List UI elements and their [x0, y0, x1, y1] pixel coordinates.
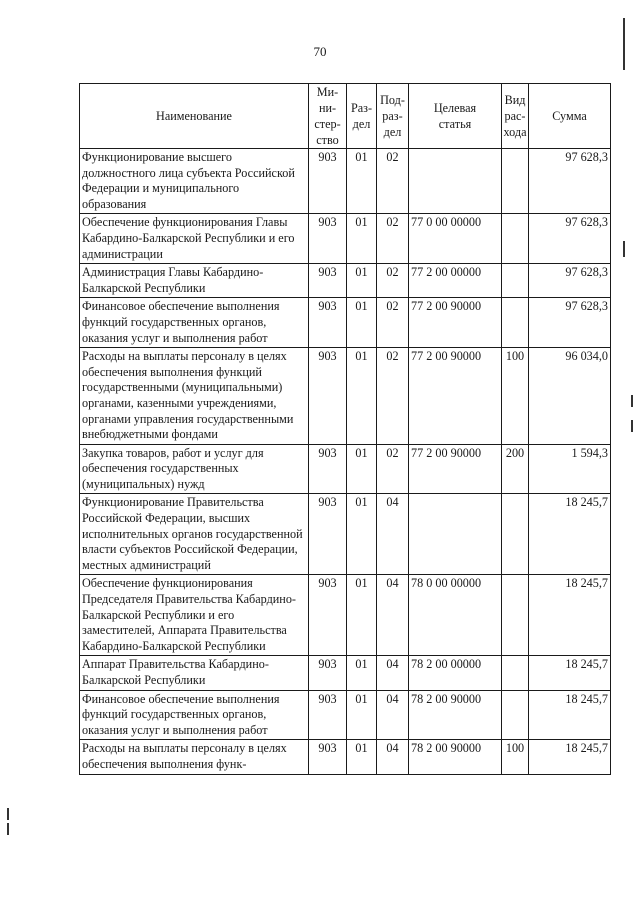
row-section: 01 — [347, 149, 377, 214]
table-row — [80, 444, 611, 494]
row-expense-type: 200 — [502, 444, 529, 494]
row-sum: 18 245,7 — [529, 575, 611, 656]
row-ministry: 903 — [309, 690, 347, 740]
table-row — [80, 494, 611, 575]
row-subsection: 04 — [377, 740, 409, 774]
row-ministry: 903 — [309, 656, 347, 690]
header-ministry: Ми- ни- стер- ство — [309, 84, 347, 149]
row-sum: 97 628,3 — [529, 264, 611, 298]
row-target: 77 2 00 90000 — [409, 444, 502, 494]
row-section: 01 — [347, 656, 377, 690]
row-name: Аппарат Правительства Кабардино-Балкарской Республики — [80, 656, 309, 690]
row-sum: 97 628,3 — [529, 298, 611, 348]
table-row — [80, 656, 611, 690]
margin-mark — [7, 823, 9, 835]
table-row — [80, 348, 611, 445]
row-expense-type — [502, 214, 529, 264]
row-subsection: 02 — [377, 444, 409, 494]
row-expense-type — [502, 149, 529, 214]
row-section: 01 — [347, 348, 377, 445]
row-ministry: 903 — [309, 740, 347, 774]
row-subsection: 02 — [377, 214, 409, 264]
row-target: 78 2 00 90000 — [409, 690, 502, 740]
row-expense-type — [502, 575, 529, 656]
row-expense-type: 100 — [502, 740, 529, 774]
row-target: 77 2 00 90000 — [409, 348, 502, 445]
row-section: 01 — [347, 740, 377, 774]
row-ministry: 903 — [309, 444, 347, 494]
row-target — [409, 149, 502, 214]
table-row — [80, 264, 611, 298]
row-subsection: 02 — [377, 298, 409, 348]
row-target: 78 2 00 90000 — [409, 740, 502, 774]
header-subsection: Под- раз- дел — [377, 84, 409, 149]
margin-mark — [631, 395, 633, 407]
header-name: Наименование — [80, 84, 309, 149]
header-section: Раз- дел — [347, 84, 377, 149]
row-expense-type — [502, 690, 529, 740]
row-section: 01 — [347, 214, 377, 264]
table-row — [80, 690, 611, 740]
row-expense-type: 100 — [502, 348, 529, 445]
margin-mark — [631, 420, 633, 432]
table-row — [80, 149, 611, 214]
row-name: Расходы на выплаты персоналу в целях обеспечения выполнения функций государственными (муниципальными) органами, казенными учреждениями, органами управления государственными внебюджетными фондами — [80, 348, 309, 445]
row-section: 01 — [347, 575, 377, 656]
row-ministry: 903 — [309, 575, 347, 656]
row-name: Финансовое обеспечение выполнения функций государственных органов, оказания услуг и выполнения работ — [80, 298, 309, 348]
row-name: Обеспечение функционирования Главы Кабардино-Балкарской Республики и его администрации — [80, 214, 309, 264]
margin-mark — [623, 241, 625, 257]
row-sum: 18 245,7 — [529, 690, 611, 740]
row-ministry: 903 — [309, 298, 347, 348]
table-body — [80, 149, 611, 775]
row-subsection: 02 — [377, 264, 409, 298]
row-expense-type — [502, 494, 529, 575]
row-sum: 18 245,7 — [529, 494, 611, 575]
page-number: 70 — [313, 44, 327, 59]
row-target: 77 0 00 00000 — [409, 214, 502, 264]
row-name: Закупка товаров, работ и услуг для обеспечения государственных (муниципальных) нужд — [80, 444, 309, 494]
row-target: 77 2 00 90000 — [409, 298, 502, 348]
header-expense-type: Вид рас- хода — [502, 84, 529, 149]
row-expense-type — [502, 298, 529, 348]
row-name: Администрация Главы Кабардино-Балкарской Республики — [80, 264, 309, 298]
margin-mark — [7, 808, 9, 820]
row-sum: 18 245,7 — [529, 656, 611, 690]
row-subsection: 04 — [377, 656, 409, 690]
row-ministry: 903 — [309, 214, 347, 264]
row-ministry: 903 — [309, 494, 347, 575]
row-subsection: 02 — [377, 348, 409, 445]
row-sum: 18 245,7 — [529, 740, 611, 774]
row-name: Функционирование Правительства Российской Федерации, высших исполнительных органов государственной власти субъектов Российской Федерации, местных администраций — [80, 494, 309, 575]
table-row — [80, 298, 611, 348]
row-sum: 96 034,0 — [529, 348, 611, 445]
row-target: 78 0 00 00000 — [409, 575, 502, 656]
row-sum: 1 594,3 — [529, 444, 611, 494]
row-target: 78 2 00 00000 — [409, 656, 502, 690]
row-name: Финансовое обеспечение выполнения функций государственных органов, оказания услуг и выполнения работ — [80, 690, 309, 740]
row-name: Расходы на выплаты персоналу в целях обеспечения выполнения функ- — [80, 740, 309, 774]
header-target: Целевая статья — [409, 84, 502, 149]
row-section: 01 — [347, 264, 377, 298]
table-row — [80, 214, 611, 264]
row-expense-type — [502, 656, 529, 690]
row-sum: 97 628,3 — [529, 149, 611, 214]
row-subsection: 02 — [377, 149, 409, 214]
row-name: Обеспечение функционирования Председателя Правительства Кабардино-Балкарской Республики и его заместителей, Аппарата Правительства Кабардино-Балкарской Республики — [80, 575, 309, 656]
row-subsection: 04 — [377, 494, 409, 575]
row-sum: 97 628,3 — [529, 214, 611, 264]
row-section: 01 — [347, 298, 377, 348]
row-section: 01 — [347, 494, 377, 575]
row-subsection: 04 — [377, 575, 409, 656]
margin-mark — [623, 18, 625, 70]
table-row — [80, 740, 611, 774]
row-ministry: 903 — [309, 264, 347, 298]
row-section: 01 — [347, 690, 377, 740]
table-row — [80, 575, 611, 656]
budget-table — [79, 83, 611, 775]
table-header-row — [80, 84, 611, 149]
row-target — [409, 494, 502, 575]
row-target: 77 2 00 00000 — [409, 264, 502, 298]
row-expense-type — [502, 264, 529, 298]
row-ministry: 903 — [309, 149, 347, 214]
header-sum: Сумма — [529, 84, 611, 149]
row-section: 01 — [347, 444, 377, 494]
row-subsection: 04 — [377, 690, 409, 740]
row-ministry: 903 — [309, 348, 347, 445]
row-name: Функционирование высшего должностного лица субъекта Российской Федерации и муниципального образования — [80, 149, 309, 214]
